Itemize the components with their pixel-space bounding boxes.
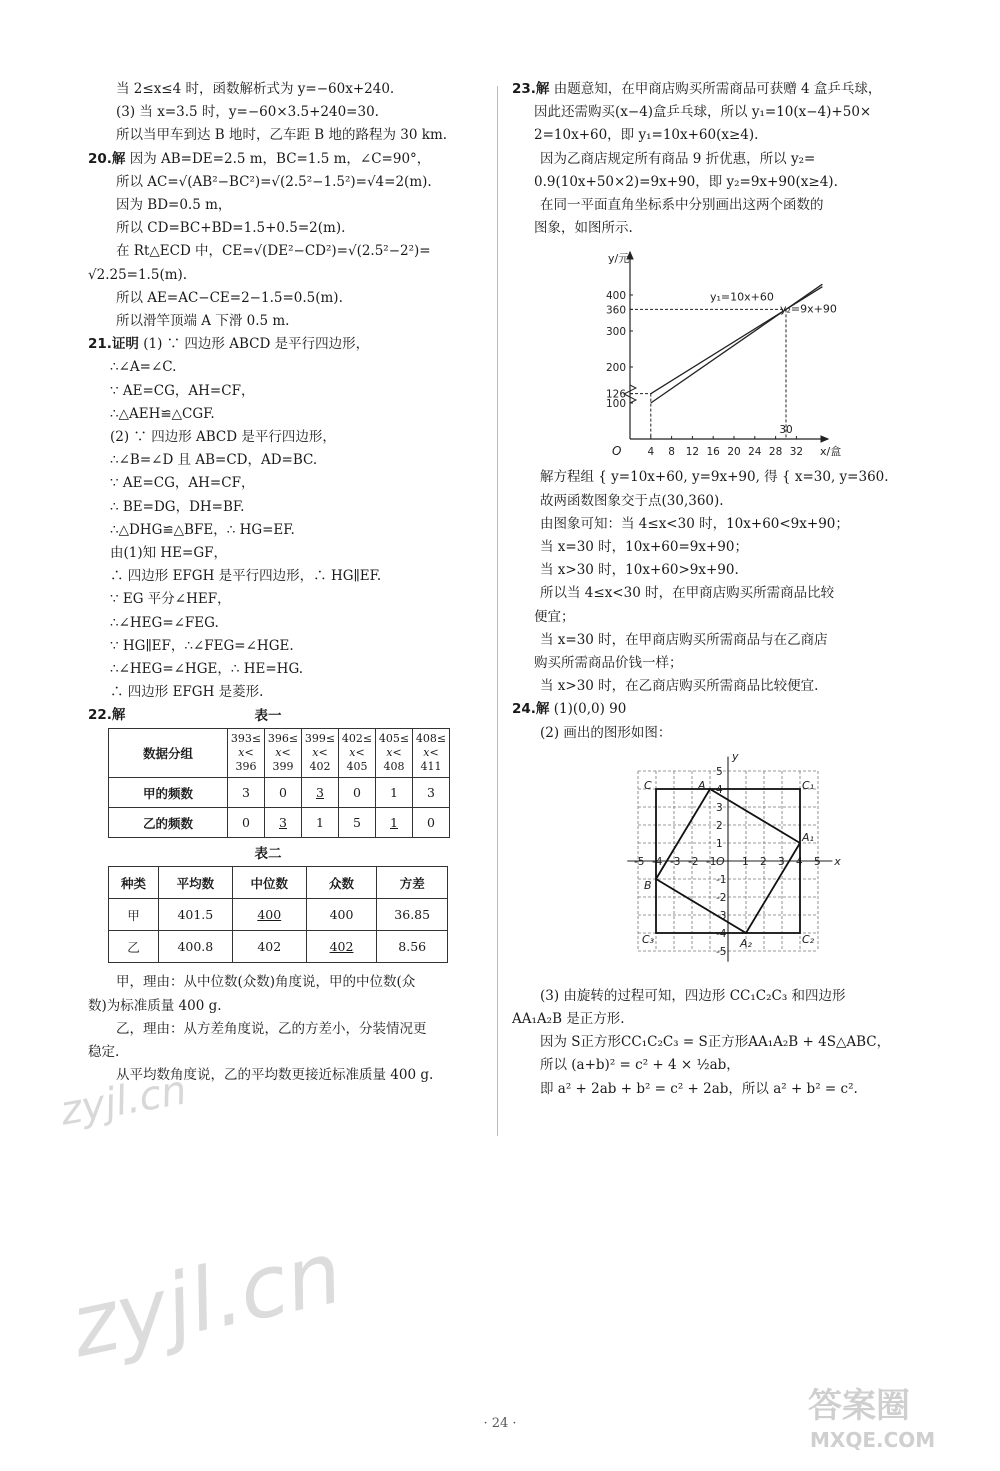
line-text: 从平均数角度说，乙的平均数更接近标准质量 400 g. [116, 1067, 434, 1084]
point-label-b: B [644, 878, 652, 892]
table-header: 众数 [306, 867, 377, 899]
text-line [88, 426, 488, 449]
y-tick-label: 5 [716, 765, 723, 778]
table-cell: 3 [302, 778, 339, 808]
line-text: 当 x>30 时，在乙商店购买所需商品比较便宜. [540, 678, 819, 695]
text-line [512, 78, 942, 101]
text-line [88, 171, 488, 194]
text-line [88, 681, 488, 704]
text-line [88, 380, 488, 403]
q23-text [512, 78, 942, 240]
y-tick-label: 200 [605, 362, 626, 375]
text-line [88, 194, 488, 217]
group-header: 408≤ x< 411 [413, 729, 450, 778]
watermark-large: zyjl.cn [62, 1222, 351, 1378]
text-line [512, 536, 942, 559]
question-number: 20.解 [88, 150, 126, 167]
right-column [512, 78, 942, 1101]
line-text: 由题意知，在甲商店购买所需商品可获赠 4 盒乒乓球， [549, 81, 882, 97]
x-tick-label: -5 [634, 855, 645, 868]
table-header: 平均数 [158, 867, 232, 899]
y-tick-label: -1 [716, 873, 727, 886]
y-axis-label: y/元 [608, 252, 630, 266]
table-cell: 1 [376, 778, 413, 808]
text-line [88, 310, 488, 333]
y-axis-label: y [732, 750, 739, 764]
line-text: (1)(0,0) 90 [549, 701, 627, 718]
line-text: ∵ AE=CG，AH=CF， [110, 382, 255, 399]
x-tick-label: 12 [685, 446, 700, 459]
line-text: 因为 BD=0.5 m， [116, 197, 232, 214]
text-line [512, 513, 942, 536]
q23-solution [512, 466, 942, 744]
line-text: (2) 画出的图形如图： [540, 724, 672, 741]
text-line [88, 1018, 488, 1041]
table-cell: 0 [228, 808, 265, 838]
question-number: 21.证明 [88, 336, 139, 353]
frequency-table [108, 728, 450, 838]
column-divider [497, 86, 498, 1136]
group-header: 399≤ x< 402 [302, 729, 339, 778]
text-line [88, 148, 488, 171]
point-label-c2: C₂ [802, 932, 815, 946]
text-line [512, 194, 942, 217]
line-text: 在同一平面直角坐标系中分别画出这两个函数的 [540, 197, 824, 214]
x-axis-arrow [821, 436, 828, 442]
table-cell: 401.5 [158, 899, 232, 931]
x-tick-label: 28 [768, 446, 783, 459]
group-header: 393≤ x< 396 [228, 729, 265, 778]
y-tick-label: -3 [716, 909, 727, 922]
line-text: √2.25=1.5(m). [88, 266, 188, 283]
line-text: 当 x>30 时，10x+60>9x+90. [540, 562, 739, 579]
text-line [512, 101, 942, 124]
table-cell: 402 [306, 931, 377, 963]
text-line [512, 171, 942, 194]
line-text: ∴ 四边形 EFGH 是菱形. [110, 684, 264, 701]
x-axis-label: x/盒 [820, 445, 842, 459]
q22-label: 22.解 [88, 707, 126, 724]
text-line [88, 588, 488, 611]
table-cell: 0 [339, 778, 376, 808]
line-text: (3) 当 x=3.5 时，y=−60×3.5+240=30. [116, 104, 379, 121]
point-label-a2: A₂ [740, 936, 752, 950]
line-text: ∴ BE=DG，DH=BF. [110, 498, 245, 515]
question-number: 23.解 [512, 81, 550, 97]
line-text: 即 a² + 2ab + b² = c² + 2ab，所以 a² + b² = c². [540, 1080, 858, 1097]
text-line [88, 519, 488, 542]
text-line [88, 333, 488, 356]
line-text: (1) ∵ 四边形 ABCD 是平行四边形， [138, 336, 370, 353]
text-line [88, 635, 488, 658]
x-tick-label: 8 [668, 446, 675, 459]
x-tick-label: 4 [647, 446, 655, 459]
text-line [512, 490, 942, 513]
watermark-answer-logo: 答案圈 [808, 1386, 910, 1426]
point-label-a: A [698, 778, 706, 792]
table-header: 数据分组 [109, 729, 228, 778]
line-text: 0.9(10x+50×2)=9x+90，即 y₂=9x+90(x≥4). [534, 173, 838, 190]
table-cell: 5 [339, 808, 376, 838]
question-number: 24.解 [512, 701, 550, 718]
text-line [88, 612, 488, 635]
text-line [512, 217, 942, 240]
point-label-a1: A₁ [802, 830, 814, 844]
statistics-table [108, 866, 448, 963]
line-text: 所以当 4≤x<30 时，在甲商店购买所需商品比较 [540, 585, 835, 602]
text-line [512, 1031, 942, 1054]
line-text: 由图象可知：当 4≤x<30 时，10x+60<9x+90； [540, 515, 849, 532]
q22-header [88, 704, 488, 728]
table-cell: 402 [232, 931, 306, 963]
y-tick-label: -4 [716, 927, 727, 940]
table-cell: 3 [265, 808, 302, 838]
line-text: 解方程组 { y=10x+60, y=9x+90, 得 { x=30, y=360. [540, 469, 889, 486]
line-text: ∵ HG∥EF，∴∠FEG=∠HGE. [110, 637, 294, 654]
text-line [512, 559, 942, 582]
text-line [88, 264, 488, 287]
point-label-c: C [644, 778, 652, 792]
text-line [512, 1054, 942, 1077]
x-tick-label: 16 [706, 446, 720, 459]
x-tick-label: 20 [727, 446, 741, 459]
line-y2-label: y₂=9x+90 [780, 302, 837, 316]
table-cell: 400.8 [158, 931, 232, 963]
group-header: 396≤ x< 399 [265, 729, 302, 778]
line-text: 当 2≤x≤4 时，函数解析式为 y=−60x+240. [116, 81, 395, 97]
text-line [88, 240, 488, 263]
x-tick-label: 3 [778, 855, 785, 868]
table-cell: 8.56 [377, 931, 448, 963]
line-chart [590, 244, 850, 464]
page-number: · 24 · [483, 1416, 517, 1431]
line-text: (3) 由旋转的过程可知，四边形 CC₁C₂C₃ 和四边形 [540, 987, 846, 1004]
line-text: 在 Rt△ECD 中，CE=√(DE²−CD²)=√(2.5²−2²)= [116, 243, 431, 260]
x-tick-label: 5 [814, 855, 821, 868]
text-line [88, 124, 488, 147]
table1-title: 表一 [254, 708, 282, 725]
text-line [88, 971, 488, 994]
y-tick-label: -5 [716, 945, 727, 958]
line-text: 当 x=30 时，10x+60=9x+90； [540, 539, 748, 556]
y-tick-label: -2 [716, 891, 727, 904]
x-tick-label: -4 [652, 855, 663, 868]
text-line [88, 1041, 488, 1064]
x-tick-label: 1 [742, 855, 749, 868]
table-cell: 0 [413, 808, 450, 838]
line-text: ∴△DHG≌△BFE，∴ HG=EF. [110, 521, 295, 538]
table-cell: 甲 [109, 899, 159, 931]
line-text: 所以滑竿顶端 A 下滑 0.5 m. [116, 313, 290, 330]
table2-title: 表二 [254, 846, 282, 863]
line-text: 2=10x+60，即 y₁=10x+60(x≥4). [534, 127, 759, 144]
x-tick-label: 4 [796, 855, 803, 868]
y-tick-label: 360 [605, 304, 626, 317]
origin-label: O [612, 444, 622, 459]
group-header: 405≤ x< 408 [376, 729, 413, 778]
table-header: 种类 [109, 867, 159, 899]
line-text: 由(1)知 HE=GF， [110, 545, 228, 562]
point-label-c3: C₃ [642, 932, 655, 946]
intersection-x-label: 30 [779, 424, 793, 437]
line-text: 所以 CD=BC+BD=1.5+0.5=2(m). [116, 220, 346, 237]
text-line [512, 606, 942, 629]
left-column [88, 78, 488, 1088]
table-cell: 1 [376, 808, 413, 838]
text-line [512, 582, 942, 605]
x-tick-label: 32 [789, 446, 804, 459]
line-text: 购买所需商品价钱一样； [534, 655, 683, 672]
table-cell: 400 [232, 899, 306, 931]
group-header: 402≤ x< 405 [339, 729, 376, 778]
x-axis-label: x [834, 854, 841, 868]
line-text: 图象，如图所示. [534, 220, 633, 237]
table-cell: 36.85 [377, 899, 448, 931]
table-cell: 3 [413, 778, 450, 808]
line-text: 甲，理由：从中位数(众数)角度说，甲的中位数(众 [116, 974, 416, 991]
table-header: 中位数 [232, 867, 306, 899]
line-text: 便宜； [534, 608, 575, 625]
text-line [512, 124, 942, 147]
text-line [88, 78, 488, 101]
line-text: 乙，理由：从方差角度说，乙的方差小，分装情况更 [116, 1020, 427, 1037]
q24-proof [512, 985, 942, 1101]
text-line [88, 101, 488, 124]
line-text: ∴∠HEG=∠FEG. [110, 614, 219, 631]
text-line [512, 629, 942, 652]
left-text-block [88, 78, 488, 704]
text-line [88, 565, 488, 588]
text-line [88, 403, 488, 426]
line-text: ∴∠B=∠D 且 AB=CD，AD=BC. [110, 452, 318, 469]
row-label: 甲的频数 [109, 778, 228, 808]
y-tick-label: 126 [605, 389, 626, 402]
x-tick-label: -1 [706, 855, 717, 868]
table-cell: 400 [306, 899, 377, 931]
q22-reasons [88, 971, 488, 1087]
y-tick-label: 3 [716, 801, 723, 814]
line-text: 所以 (a+b)² = c² + 4 × ½ab， [540, 1057, 740, 1074]
text-line [88, 496, 488, 519]
line-text: 因此还需购买(x−4)盒乒乓球，所以 y₁=10(x−4)+50× [534, 104, 872, 121]
text-line [512, 148, 942, 171]
text-line [88, 449, 488, 472]
text-line [88, 472, 488, 495]
line-text: AA₁A₂B 是正方形. [512, 1011, 625, 1028]
table-cell: 0 [265, 778, 302, 808]
line-text: ∴ 四边形 EFGH 是平行四边形，∴ HG∥EF. [110, 568, 382, 585]
x-tick-label: 2 [760, 855, 767, 868]
line-text: 因为 AB=DE=2.5 m，BC=1.5 m，∠C=90°， [125, 150, 431, 167]
line-text: 当 x=30 时，在甲商店购买所需商品与在乙商店 [540, 631, 828, 648]
line-text: ∴∠A=∠C. [110, 359, 177, 376]
line-text: ∵ AE=CG，AH=CF， [110, 475, 255, 492]
y-tick-label: 4 [716, 783, 723, 796]
y-tick-label: 100 [605, 398, 626, 411]
text-line [512, 466, 942, 489]
line-text: 因为 S正方形CC₁C₂C₃ = S正方形AA₁A₂B + 4S△ABC， [540, 1034, 891, 1051]
text-line [512, 652, 942, 675]
text-line [88, 287, 488, 310]
y-tick-label: 2 [716, 819, 723, 832]
text-line [512, 1008, 942, 1031]
line-text: 所以当甲车到达 B 地时，乙车距 B 地的路程为 30 km. [116, 127, 448, 144]
text-line [512, 698, 942, 721]
watermark-small: zyjl.cn [56, 1067, 190, 1135]
point-label-c1: C₁ [802, 778, 815, 792]
line-text: 稳定. [88, 1044, 120, 1061]
text-line [88, 217, 488, 240]
text-line [88, 658, 488, 681]
y-tick-label: 1 [716, 837, 723, 850]
y-tick-label: 300 [605, 326, 626, 339]
table-cell: 乙 [109, 931, 159, 963]
text-line [512, 722, 942, 745]
text-line [88, 542, 488, 565]
x-tick-label: -3 [670, 855, 681, 868]
y-tick-label: 400 [605, 290, 626, 303]
line-text: 所以 AE=AC−CE=2−1.5=0.5(m). [116, 289, 343, 306]
line-text: (2) ∵ 四边形 ABCD 是平行四边形， [110, 429, 336, 446]
line-text: ∴∠HEG=∠HGE，∴ HE=HG. [110, 661, 304, 678]
text-line [88, 356, 488, 379]
text-line [512, 675, 942, 698]
row-label: 乙的频数 [109, 808, 228, 838]
watermark-site: MXQE.COM [810, 1428, 936, 1452]
text-line [512, 985, 942, 1008]
line-text: 故两函数图象交于点(30,360). [540, 492, 724, 509]
x-tick-label: -2 [688, 855, 699, 868]
table-header: 方差 [377, 867, 448, 899]
line-text: 因为乙商店规定所有商品 9 折优惠，所以 y₂= [540, 150, 816, 167]
line-y1-label: y₁=10x+60 [710, 290, 774, 304]
text-line [512, 1078, 942, 1101]
coordinate-grid-figure [620, 749, 850, 979]
origin-label: O [716, 854, 725, 868]
table-cell: 1 [302, 808, 339, 838]
table-cell: 3 [228, 778, 265, 808]
text-line [88, 995, 488, 1018]
line-text: 所以 AC=√(AB²−BC²)=√(2.5²−1.5²)=√4=2(m). [116, 173, 432, 190]
line-text: ∴△AEH≌△CGF. [110, 405, 215, 422]
x-tick-label: 24 [748, 446, 762, 459]
line-text: ∵ EG 平分∠HEF， [110, 591, 231, 608]
line-text: 数)为标准质量 400 g. [88, 997, 222, 1014]
